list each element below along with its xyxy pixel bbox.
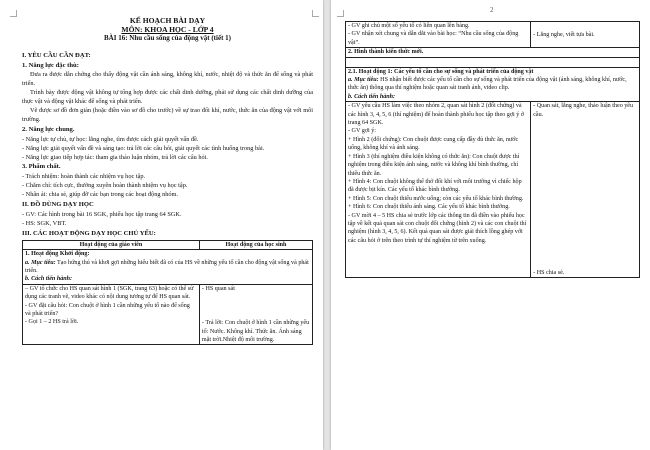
activity-heading (346, 67, 640, 102)
teacher-cell (346, 22, 531, 48)
section-heading: II. ĐỒ DÙNG DẠY HỌC (22, 201, 94, 209)
method-label: b. Cách tiến hành: (25, 276, 73, 283)
student-cell (199, 284, 312, 345)
student-step: - Quan sát, lắng nghe, thảo luận theo yêu cầu. (533, 103, 634, 118)
student-step: - Trả lời: Con chuột ở hình 1 cần những yếu tố: Nước. Không khí. Thức ăn. Ánh sáng mặt trời.Nhiệt độ môi trường. (201, 320, 310, 343)
teacher-cell (23, 284, 200, 345)
table-row (23, 250, 313, 285)
teacher-step: - GV yêu cầu HS làm việc theo nhóm 2, quan sát hình 2 (đối chứng) và các hình 3, 4, 5, 6 (thí nghiệm) để hoàn thành phiếu học tập theo gợi ý ở trang 64 SGK. (348, 103, 525, 127)
list-item: - Trách nhiệm: hoàn thành các nhiệm vụ học tập. (22, 173, 146, 181)
teacher-step: - GV nhận xét chung và dẫn dắt vào bài học: “Nhu cầu sống của động vật”. (348, 31, 519, 46)
table-row (346, 102, 640, 278)
method-label: b. Cách tiến hành: (348, 93, 396, 100)
table-row (346, 22, 640, 48)
list-item: - Năng lực giao tiếp hợp tác: tham gia thảo luận nhóm, trả lời các câu hỏi. (22, 153, 208, 161)
student-step: - Lắng nghe, viết tựa bài. (533, 32, 595, 38)
subsection-heading: 1. Năng lực đặc thù: (22, 61, 79, 69)
document-page-1 (0, 0, 323, 450)
target-text: HS nhận biết được các yếu tố cần cho sự sống và phát triển của động vật (ánh sáng, không khí, nước, thức ăn) thông qua thí nghiệm hoặc quan sát tranh ảnh, video clip. (348, 77, 627, 92)
student-cell (531, 102, 640, 278)
activity-target (25, 259, 310, 276)
activity-target (348, 76, 637, 93)
section-heading: III. CÁC HOẠT ĐỘNG DẠY HỌC CHỦ YẾU: (22, 229, 156, 237)
student-cell (531, 22, 640, 48)
teacher-step: + Hình 4: Con chuột không thể thở đổi khí với môi trường vì chiếc hộp đã được bịt kín. Các yếu tố khác bình thường. (348, 178, 522, 194)
paragraph: Đưa ra được dẫn chứng cho thấy động vật cần ánh sáng, không khí, nước, nhiệt độ và thức ăn để sống và phát triển. (22, 71, 313, 88)
student-step: - HS quan sát (201, 285, 235, 292)
page-2-content (345, 21, 640, 278)
subsection-heading: 2. Năng lực chung. (22, 125, 75, 133)
teacher-step: - GV ghi chú một số yếu tố có liên quan lên bảng. (348, 23, 470, 29)
crop-mark (337, 10, 344, 17)
crop-mark (10, 10, 17, 17)
doc-subject: MÔN: KHOA HỌC - LỚP 4 (121, 25, 214, 35)
activity-title: 1. Hoạt động Khởi động: (25, 251, 90, 258)
list-item: - Năng lực giải quyết vấn đề và sáng tạo: trả lời các câu hỏi, giải quyết các tình huống trong bài. (22, 144, 265, 152)
table-header-row (23, 240, 313, 249)
teacher-step: - Gọi 1 – 2 HS trả lời. (25, 319, 79, 326)
subsection-heading: 3. Phẩm chất. (22, 163, 61, 171)
list-item: - Chăm chỉ: tích cực, thường xuyên hoàn thành nhiệm vụ học tập. (22, 182, 188, 190)
teacher-cell (346, 102, 531, 278)
section-row: 2. Hình thành kiến thức mới. (346, 48, 640, 57)
activities-table (22, 240, 313, 346)
list-item: - HS: SGK, VBT. (22, 219, 67, 227)
section-heading: I. YÊU CẦU CẦN ĐẠT: (22, 51, 91, 59)
paragraph: Vẽ được sơ đồ đơn giản (hoặc điền vào sơ đồ cho trước) về sự trao đổi khí, nước, thức ăn của động vật với môi trường. (22, 107, 313, 123)
teacher-step: + Hình 3 (thí nghiệm điều kiện không có thức ăn): Con chuột được thí nghiệm trong điều kiện ánh sáng, nước và không khí bình thường, chỉ thiếu thức ăn. (348, 153, 520, 177)
page-number: 2 (490, 6, 494, 14)
student-step: - HS chia sẻ. (533, 270, 565, 277)
teacher-step: + Hình 2 (đối chứng): Con chuột được cung cấp đầy đủ thức ăn, nước uống, không khí và ánh sáng. (348, 136, 519, 152)
list-item: - Nhân ái: chia sẻ, giúp đỡ các bạn trong các hoạt động nhóm. (22, 191, 178, 199)
document-page-2 (331, 0, 650, 450)
spacer-row (346, 57, 640, 67)
teacher-step: – GV tổ chức cho HS quan sát hình 1 (SGK, trang 63) hoặc có thể sử dụng các tranh vẽ, video khác có nội dung tương tự để HS quan sát. (25, 285, 194, 301)
target-text: Tạo hứng thú và khơi gợi những hiểu biết đã có của HS về những yếu tố cần cho động vật sống và phát triển. (25, 259, 309, 274)
activity-heading (23, 250, 313, 285)
paragraph: Trình bày được động vật không tự tổng hợp được các chất dinh dưỡng, phải sử dụng các chất dinh dưỡng của thực vật và động vật khác để sống và phát triển. (22, 89, 313, 106)
teacher-step: + Hình 5: Con chuột thiếu nước uống; còn các yếu tố khác bình thường. (348, 195, 524, 202)
table-row (346, 48, 640, 57)
teacher-step: + Hình 6: Con chuột thiếu ánh sáng. Các yếu tố khác bình thường. (348, 204, 510, 211)
target-label: a. Mục tiêu: (25, 259, 56, 266)
activity-title: 2.1. Hoạt động 1: Các yếu tố cần cho sự sống và phát triển của động vật (348, 68, 534, 75)
list-item: - Năng lực tự chủ, tự học: lắng nghe, tìm được cách giải quyết vấn đề. (22, 135, 199, 143)
spacer-cell (346, 57, 640, 67)
column-header: Hoạt động của giáo viên (23, 240, 200, 249)
doc-lesson: BÀI 16: Nhu cầu sống của động vật (tiết 1) (104, 34, 231, 43)
page-1-content (22, 16, 313, 345)
teacher-step: - GV mời 4 – 5 HS chia sẻ trước lớp các thông tin đã điền vào phiếu học tập về kết quả quan sát con chuột đối chứng (hình 2) và các con chuột thí nghiệm (hình 3, 4, 5, 6). Kết quả quan sát được giải thích lồng ghép với các câu hỏi ở trên theo trình tự thí nghiệm từ trên xuống. (348, 212, 527, 244)
doc-title: KẾ HOẠCH BÀI DẠY (129, 16, 206, 25)
teacher-step: - GV đặt câu hỏi: Con chuột ở hình 1 cần những yếu tố nào để sống và phát triển? (25, 302, 190, 317)
table-row (346, 67, 640, 102)
teacher-step: - GV gợi ý: (348, 128, 376, 135)
target-label: a. Mục tiêu: (348, 77, 379, 84)
table-row (23, 284, 313, 345)
list-item: - GV: Các hình trong bài 16 SGK, phiếu học tập trang 64 SGK. (22, 211, 182, 219)
activities-table-continued (345, 21, 640, 278)
column-header: Hoạt động của học sinh (199, 240, 312, 249)
crop-mark (312, 10, 319, 17)
